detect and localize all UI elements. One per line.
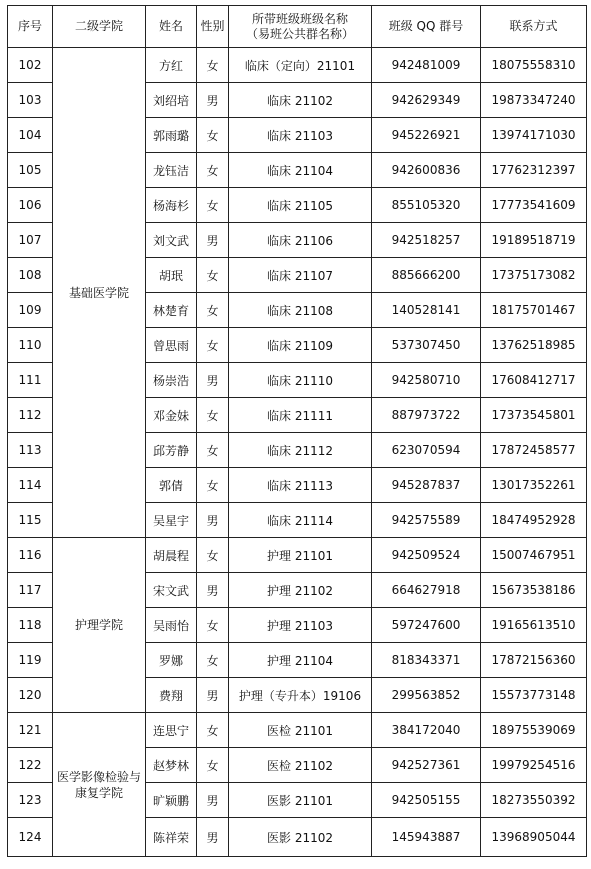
table-row bbox=[8, 538, 587, 573]
cell-qq: 942527361 bbox=[372, 748, 481, 783]
cell-class: 临床 21114 bbox=[229, 503, 372, 538]
cell-name: 龙钰洁 bbox=[146, 153, 197, 188]
cell-seq: 102 bbox=[8, 48, 53, 83]
cell-gender: 女 bbox=[197, 538, 229, 573]
cell-qq: 887973722 bbox=[372, 398, 481, 433]
cell-gender: 女 bbox=[197, 188, 229, 223]
header-contact: 联系方式 bbox=[481, 6, 587, 48]
cell-class: 临床 21105 bbox=[229, 188, 372, 223]
cell-class: 临床 21103 bbox=[229, 118, 372, 153]
cell-qq: 942580710 bbox=[372, 363, 481, 398]
cell-qq: 942505155 bbox=[372, 783, 481, 818]
cell-class: 临床 21104 bbox=[229, 153, 372, 188]
cell-qq: 945287837 bbox=[372, 468, 481, 503]
cell-seq: 123 bbox=[8, 783, 53, 818]
header-college: 二级学院 bbox=[53, 6, 146, 48]
table-row bbox=[8, 48, 587, 83]
table-body bbox=[8, 48, 587, 857]
cell-gender: 女 bbox=[197, 293, 229, 328]
header-class-line2: （易班公共群名称） bbox=[245, 26, 354, 41]
cell-gender: 女 bbox=[197, 643, 229, 678]
cell-gender: 女 bbox=[197, 328, 229, 363]
cell-gender: 女 bbox=[197, 118, 229, 153]
cell-class: 医检 21102 bbox=[229, 748, 372, 783]
cell-phone: 19873347240 bbox=[481, 83, 587, 118]
cell-name: 赵梦林 bbox=[146, 748, 197, 783]
cell-phone: 19189518719 bbox=[481, 223, 587, 258]
header-row bbox=[8, 6, 587, 48]
cell-seq: 120 bbox=[8, 678, 53, 713]
cell-seq: 112 bbox=[8, 398, 53, 433]
cell-name: 林楚育 bbox=[146, 293, 197, 328]
cell-phone: 19979254516 bbox=[481, 748, 587, 783]
cell-name: 刘文武 bbox=[146, 223, 197, 258]
cell-name: 吴雨怡 bbox=[146, 608, 197, 643]
cell-class: 临床 21108 bbox=[229, 293, 372, 328]
cell-qq: 945226921 bbox=[372, 118, 481, 153]
cell-phone: 18975539069 bbox=[481, 713, 587, 748]
cell-phone: 17773541609 bbox=[481, 188, 587, 223]
cell-gender: 女 bbox=[197, 48, 229, 83]
cell-qq: 664627918 bbox=[372, 573, 481, 608]
cell-seq: 109 bbox=[8, 293, 53, 328]
cell-phone: 17375173082 bbox=[481, 258, 587, 293]
cell-gender: 男 bbox=[197, 503, 229, 538]
cell-class: 临床 21110 bbox=[229, 363, 372, 398]
cell-name: 吴星宇 bbox=[146, 503, 197, 538]
cell-qq: 942518257 bbox=[372, 223, 481, 258]
cell-gender: 女 bbox=[197, 608, 229, 643]
cell-phone: 17762312397 bbox=[481, 153, 587, 188]
cell-name: 胡晨程 bbox=[146, 538, 197, 573]
cell-seq: 110 bbox=[8, 328, 53, 363]
cell-phone: 13017352261 bbox=[481, 468, 587, 503]
cell-qq: 623070594 bbox=[372, 433, 481, 468]
cell-name: 方红 bbox=[146, 48, 197, 83]
cell-gender: 女 bbox=[197, 713, 229, 748]
cell-phone: 17872458577 bbox=[481, 433, 587, 468]
cell-class: 医影 21101 bbox=[229, 783, 372, 818]
cell-college: 基础医学院 bbox=[53, 48, 146, 538]
cell-class: 临床 21107 bbox=[229, 258, 372, 293]
cell-qq: 942629349 bbox=[372, 83, 481, 118]
cell-seq: 105 bbox=[8, 153, 53, 188]
cell-seq: 104 bbox=[8, 118, 53, 153]
cell-class: 临床 21106 bbox=[229, 223, 372, 258]
cell-phone: 15007467951 bbox=[481, 538, 587, 573]
cell-name: 费翔 bbox=[146, 678, 197, 713]
cell-class: 护理 21102 bbox=[229, 573, 372, 608]
cell-seq: 118 bbox=[8, 608, 53, 643]
cell-qq: 140528141 bbox=[372, 293, 481, 328]
cell-gender: 女 bbox=[197, 468, 229, 503]
cell-name: 连思宁 bbox=[146, 713, 197, 748]
cell-gender: 女 bbox=[197, 153, 229, 188]
cell-class: 临床（定向）21101 bbox=[229, 48, 372, 83]
cell-name: 邓金妹 bbox=[146, 398, 197, 433]
header-seq: 序号 bbox=[8, 6, 53, 48]
cell-name: 杨海杉 bbox=[146, 188, 197, 223]
cell-seq: 117 bbox=[8, 573, 53, 608]
cell-seq: 121 bbox=[8, 713, 53, 748]
cell-college: 护理学院 bbox=[53, 538, 146, 713]
cell-name: 旷颖鹏 bbox=[146, 783, 197, 818]
roster-sheet bbox=[7, 5, 587, 857]
cell-seq: 111 bbox=[8, 363, 53, 398]
cell-class: 护理 21104 bbox=[229, 643, 372, 678]
cell-gender: 男 bbox=[197, 573, 229, 608]
cell-phone: 13974171030 bbox=[481, 118, 587, 153]
cell-seq: 122 bbox=[8, 748, 53, 783]
cell-qq: 384172040 bbox=[372, 713, 481, 748]
cell-phone: 13968905044 bbox=[481, 818, 587, 857]
cell-name: 陈祥荣 bbox=[146, 818, 197, 857]
cell-seq: 108 bbox=[8, 258, 53, 293]
cell-name: 郭倩 bbox=[146, 468, 197, 503]
cell-phone: 19165613510 bbox=[481, 608, 587, 643]
cell-seq: 106 bbox=[8, 188, 53, 223]
counselor-roster-table bbox=[7, 5, 587, 857]
cell-seq: 103 bbox=[8, 83, 53, 118]
cell-college: 医学影像检验与康复学院 bbox=[53, 713, 146, 857]
cell-gender: 男 bbox=[197, 223, 229, 258]
cell-seq: 115 bbox=[8, 503, 53, 538]
cell-phone: 18273550392 bbox=[481, 783, 587, 818]
cell-gender: 男 bbox=[197, 83, 229, 118]
cell-phone: 15673538186 bbox=[481, 573, 587, 608]
cell-qq: 537307450 bbox=[372, 328, 481, 363]
cell-phone: 18175701467 bbox=[481, 293, 587, 328]
cell-name: 胡珉 bbox=[146, 258, 197, 293]
cell-gender: 女 bbox=[197, 258, 229, 293]
cell-seq: 107 bbox=[8, 223, 53, 258]
cell-seq: 119 bbox=[8, 643, 53, 678]
cell-name: 郭雨璐 bbox=[146, 118, 197, 153]
cell-qq: 299563852 bbox=[372, 678, 481, 713]
cell-gender: 男 bbox=[197, 818, 229, 857]
cell-name: 邱芳静 bbox=[146, 433, 197, 468]
cell-class: 临床 21102 bbox=[229, 83, 372, 118]
cell-gender: 男 bbox=[197, 783, 229, 818]
header-class bbox=[229, 6, 372, 48]
cell-name: 曾思雨 bbox=[146, 328, 197, 363]
cell-phone: 17608412717 bbox=[481, 363, 587, 398]
cell-class: 临床 21112 bbox=[229, 433, 372, 468]
header-class-line1: 所带班级班级名称 bbox=[251, 11, 348, 26]
cell-gender: 女 bbox=[197, 398, 229, 433]
cell-class: 护理（专升本）19106 bbox=[229, 678, 372, 713]
cell-phone: 17872156360 bbox=[481, 643, 587, 678]
cell-qq: 597247600 bbox=[372, 608, 481, 643]
cell-name: 杨崇浩 bbox=[146, 363, 197, 398]
cell-qq: 885666200 bbox=[372, 258, 481, 293]
cell-qq: 942509524 bbox=[372, 538, 481, 573]
cell-seq: 116 bbox=[8, 538, 53, 573]
cell-class: 护理 21103 bbox=[229, 608, 372, 643]
table-header bbox=[8, 6, 587, 48]
cell-qq: 942600836 bbox=[372, 153, 481, 188]
cell-qq: 855105320 bbox=[372, 188, 481, 223]
cell-class: 临床 21113 bbox=[229, 468, 372, 503]
cell-phone: 13762518985 bbox=[481, 328, 587, 363]
header-qq: 班级 QQ 群号 bbox=[372, 6, 481, 48]
cell-phone: 17373545801 bbox=[481, 398, 587, 433]
cell-phone: 15573773148 bbox=[481, 678, 587, 713]
cell-qq: 942481009 bbox=[372, 48, 481, 83]
table-row bbox=[8, 713, 587, 748]
cell-name: 宋文武 bbox=[146, 573, 197, 608]
cell-seq: 113 bbox=[8, 433, 53, 468]
cell-qq: 818343371 bbox=[372, 643, 481, 678]
cell-phone: 18474952928 bbox=[481, 503, 587, 538]
cell-gender: 男 bbox=[197, 678, 229, 713]
cell-seq: 124 bbox=[8, 818, 53, 857]
cell-gender: 男 bbox=[197, 363, 229, 398]
cell-name: 罗娜 bbox=[146, 643, 197, 678]
cell-class: 临床 21109 bbox=[229, 328, 372, 363]
header-name: 姓名 bbox=[146, 6, 197, 48]
cell-gender: 女 bbox=[197, 748, 229, 783]
cell-class: 医检 21101 bbox=[229, 713, 372, 748]
cell-gender: 女 bbox=[197, 433, 229, 468]
cell-name: 刘绍培 bbox=[146, 83, 197, 118]
cell-qq: 942575589 bbox=[372, 503, 481, 538]
cell-phone: 18075558310 bbox=[481, 48, 587, 83]
header-gender: 性别 bbox=[197, 6, 229, 48]
cell-qq: 145943887 bbox=[372, 818, 481, 857]
cell-class: 医影 21102 bbox=[229, 818, 372, 857]
cell-class: 护理 21101 bbox=[229, 538, 372, 573]
cell-seq: 114 bbox=[8, 468, 53, 503]
cell-class: 临床 21111 bbox=[229, 398, 372, 433]
